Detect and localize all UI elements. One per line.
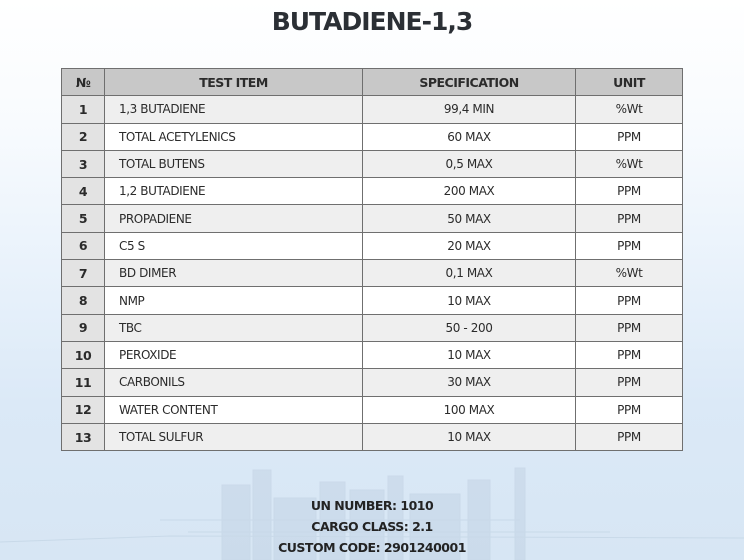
specification-table-container xyxy=(61,68,682,451)
table-row xyxy=(62,260,683,287)
table-row xyxy=(62,341,683,368)
row-number: 1 xyxy=(62,96,105,123)
unit-value: PPM xyxy=(576,396,683,423)
unit-value: PPM xyxy=(576,232,683,259)
unit-value: %Wt xyxy=(576,150,683,177)
row-number: 10 xyxy=(62,341,105,368)
row-number: 4 xyxy=(62,178,105,205)
specification-value: 50 - 200 xyxy=(363,314,576,341)
row-number: 8 xyxy=(62,287,105,314)
unit-value: PPM xyxy=(576,341,683,368)
unit-value: PPM xyxy=(576,178,683,205)
specification-value: 50 MAX xyxy=(363,205,576,232)
cargo-class: CARGO CLASS: 2.1 xyxy=(311,519,433,534)
row-number: 12 xyxy=(62,396,105,423)
row-number: 11 xyxy=(62,369,105,396)
footer-info xyxy=(0,495,744,558)
table-row xyxy=(62,314,683,341)
table-row xyxy=(62,178,683,205)
table-row xyxy=(62,123,683,150)
unit-value: %Wt xyxy=(576,96,683,123)
test-item: PEROXIDE xyxy=(105,341,363,368)
test-item: TBC xyxy=(105,314,363,341)
specification-table xyxy=(61,68,683,451)
specification-value: 10 MAX xyxy=(363,423,576,450)
table-header-row xyxy=(62,69,683,96)
test-item: BD DIMER xyxy=(105,260,363,287)
table-row xyxy=(62,205,683,232)
row-number: 9 xyxy=(62,314,105,341)
table-header-number: № xyxy=(62,69,105,96)
test-item: TOTAL BUTENS xyxy=(105,150,363,177)
table-header-unit: UNIT xyxy=(576,69,683,96)
table-header-specification: SPECIFICATION xyxy=(363,69,576,96)
specification-value: 0,1 MAX xyxy=(363,260,576,287)
specification-value: 200 MAX xyxy=(363,178,576,205)
test-item: 1,2 BUTADIENE xyxy=(105,178,363,205)
row-number: 3 xyxy=(62,150,105,177)
specification-value: 100 MAX xyxy=(363,396,576,423)
test-item: CARBONILS xyxy=(105,369,363,396)
unit-value: PPM xyxy=(576,369,683,396)
specification-value: 10 MAX xyxy=(363,341,576,368)
row-number: 13 xyxy=(62,423,105,450)
specification-value: 99,4 MIN xyxy=(363,96,576,123)
table-row xyxy=(62,232,683,259)
test-item: TOTAL SULFUR xyxy=(105,423,363,450)
unit-value: PPM xyxy=(576,423,683,450)
test-item: PROPADIENE xyxy=(105,205,363,232)
test-item: WATER CONTENT xyxy=(105,396,363,423)
unit-value: PPM xyxy=(576,123,683,150)
test-item: TOTAL ACETYLENICS xyxy=(105,123,363,150)
page-title: BUTADIENE-1,3 xyxy=(271,7,473,36)
test-item: C5 S xyxy=(105,232,363,259)
table-row xyxy=(62,369,683,396)
row-number: 2 xyxy=(62,123,105,150)
table-row xyxy=(62,150,683,177)
test-item: 1,3 BUTADIENE xyxy=(105,96,363,123)
row-number: 5 xyxy=(62,205,105,232)
unit-value: PPM xyxy=(576,287,683,314)
table-row xyxy=(62,423,683,450)
unit-value: PPM xyxy=(576,205,683,232)
row-number: 6 xyxy=(62,232,105,259)
unit-value: PPM xyxy=(576,314,683,341)
table-row xyxy=(62,287,683,314)
specification-value: 0,5 MAX xyxy=(363,150,576,177)
table-row xyxy=(62,96,683,123)
row-number: 7 xyxy=(62,260,105,287)
un-number: UN NUMBER: 1010 xyxy=(310,498,434,513)
specification-value: 60 MAX xyxy=(363,123,576,150)
unit-value: %Wt xyxy=(576,260,683,287)
test-item: NMP xyxy=(105,287,363,314)
custom-code: CUSTOM CODE: 2901240001 xyxy=(278,540,466,555)
specification-value: 10 MAX xyxy=(363,287,576,314)
table-header-test-item: TEST ITEM xyxy=(105,69,363,96)
table-row xyxy=(62,396,683,423)
specification-value: 20 MAX xyxy=(363,232,576,259)
specification-value: 30 MAX xyxy=(363,369,576,396)
